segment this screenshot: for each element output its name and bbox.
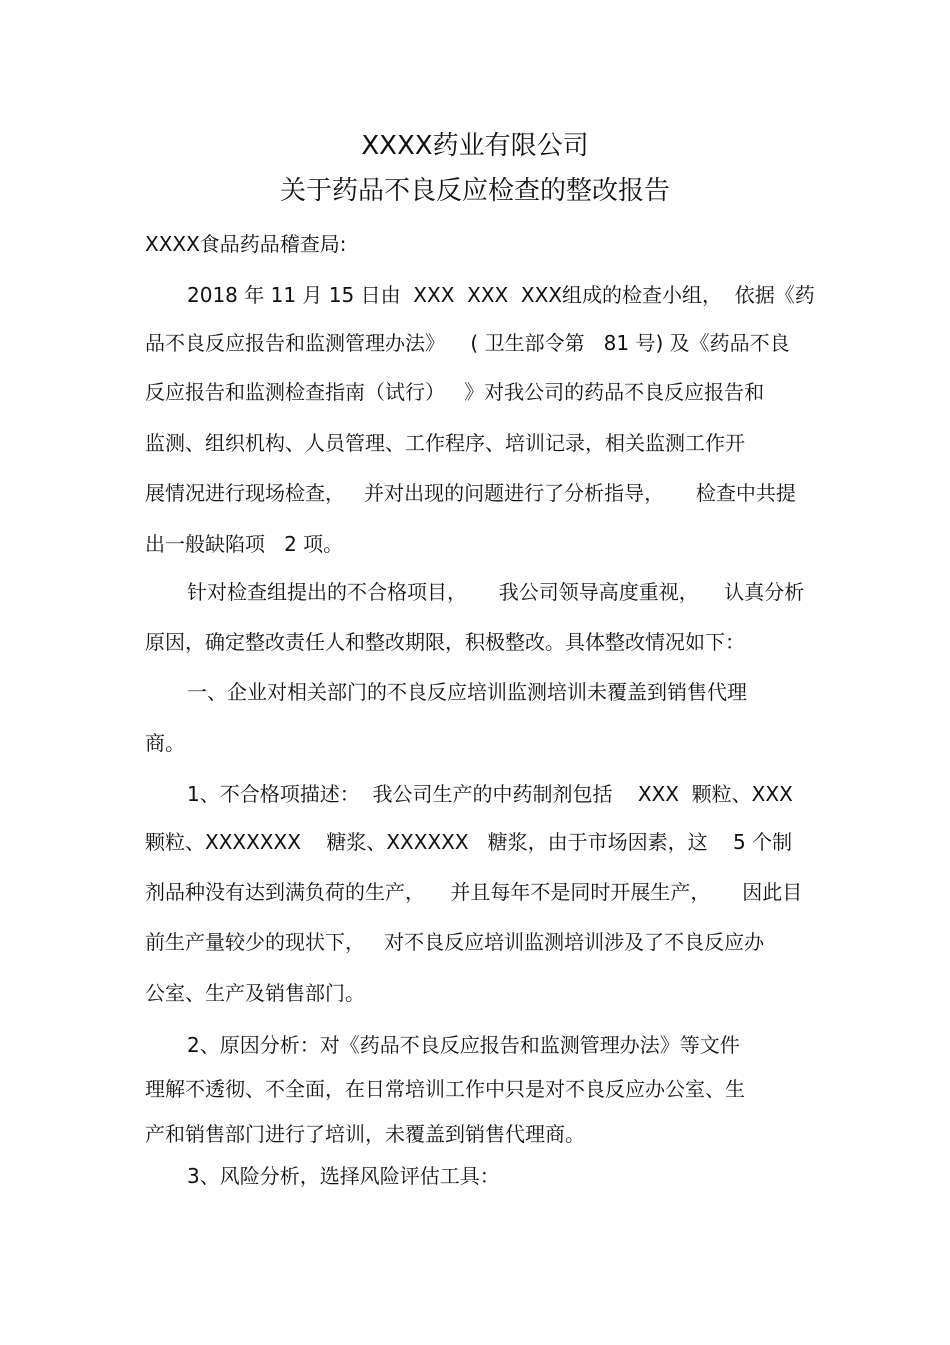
para1-line: 展情况进行现场检查， 并对出现的问题进行了分析指导， 检查中共提 <box>145 481 796 505</box>
item1-line: 颗粒、XXXXXXX 糖浆、XXXXXX 糖浆，由于市场因素，这 5 个制 <box>145 830 793 854</box>
document-title-report: 关于药品不良反应检查的整改报告 <box>279 176 670 206</box>
item2-line: 2、原因分析：对《药品不良反应报告和监测管理办法》等文件 <box>187 1033 740 1057</box>
para1-line: 出一般缺陷项 2 项。 <box>145 532 344 556</box>
item3-line: 3、风险分析，选择风险评估工具： <box>187 1164 500 1188</box>
item2-line: 理解不透彻、不全面，在日常培训工作中只是对不良反应办公室、生 <box>145 1077 745 1101</box>
document-title-company: XXXX药业有限公司 <box>361 131 589 161</box>
item1-line: 前生产量较少的现状下， 对不良反应培训监测培训涉及了不良反应办 <box>145 930 765 954</box>
item1-line: 1、不合格项描述： 我公司生产的中药制剂包括 XXX 颗粒、XXX <box>187 782 793 806</box>
para1-line: 2018 年 11 月 15 日由 XXX XXX XXX组成的检查小组， 依据《药 <box>187 283 815 307</box>
para1-line: 反应报告和监测检查指南（试行） 》对我公司的药品不良反应报告和 <box>145 380 765 404</box>
section-heading-line: 商。 <box>145 731 185 755</box>
para1-line: 品不良反应报告和监测管理办法》 ( 卫生部令第 81 号) 及《药品不良 <box>145 331 790 355</box>
item2-line: 产和销售部门进行了培训，未覆盖到销售代理商。 <box>145 1122 585 1146</box>
addressee: XXXX食品药品稽查局: <box>145 232 347 256</box>
para1-line: 监测、组织机构、人员管理、工作程序、培训记录，相关监测工作开 <box>145 431 745 455</box>
para2-line: 原因，确定整改责任人和整改期限，积极整改。具体整改情况如下： <box>145 630 745 654</box>
para2-line: 针对检查组提出的不合格项目， 我公司领导高度重视， 认真分析 <box>187 580 805 604</box>
section-heading-line: 一、企业对相关部门的不良反应培训监测培训未覆盖到销售代理 <box>187 680 747 704</box>
item1-line: 剂品种没有达到满负荷的生产， 并且每年不是同时开展生产， 因此目 <box>145 880 803 904</box>
item1-line: 公室、生产及销售部门。 <box>145 981 365 1005</box>
